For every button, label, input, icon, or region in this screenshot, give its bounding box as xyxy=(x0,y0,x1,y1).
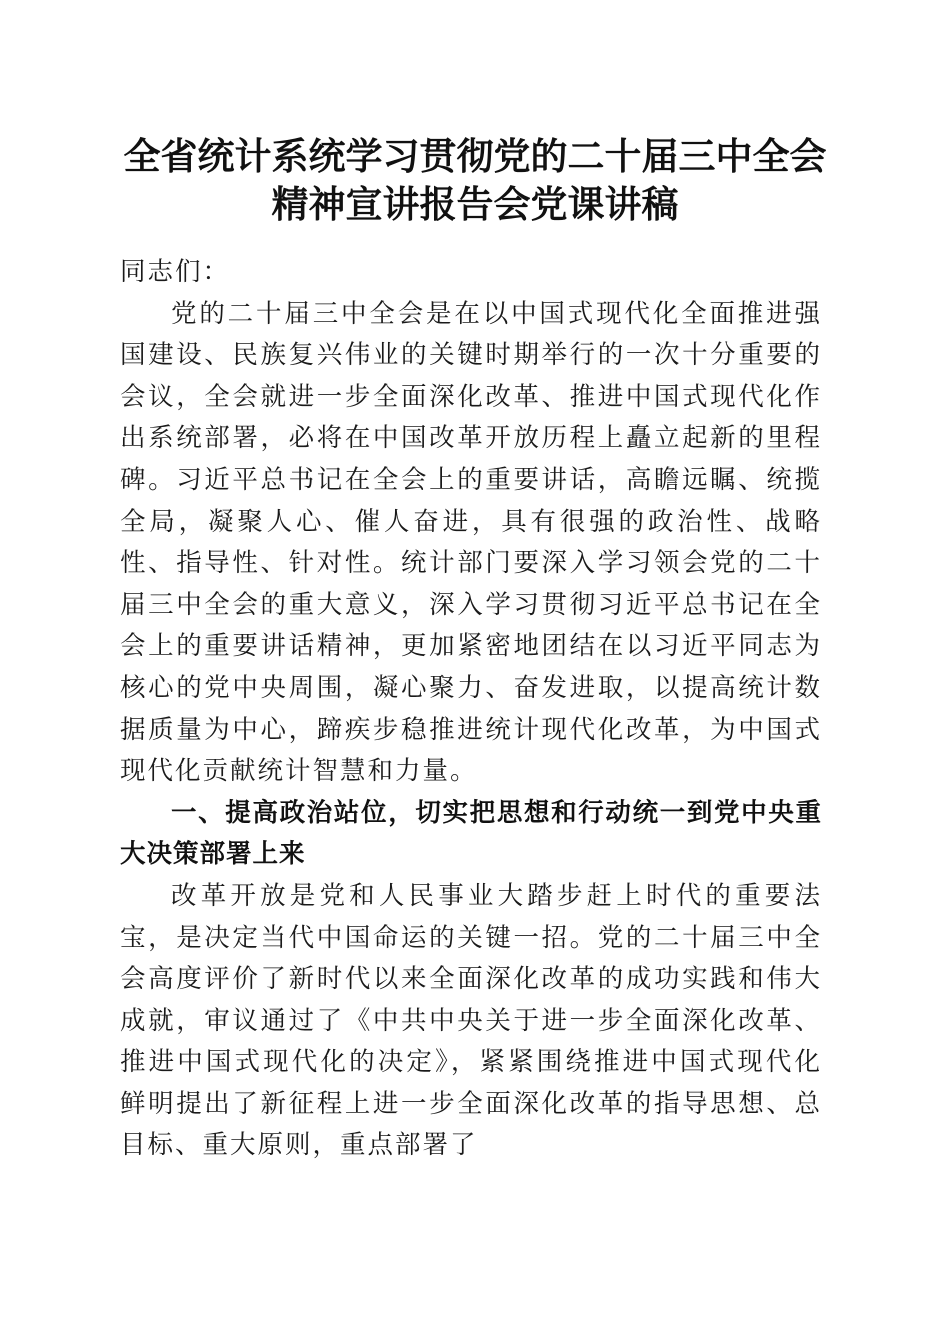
salutation: 同志们： xyxy=(120,257,231,287)
section-heading-1: 一、提高政治站位，切实把思想和行动统一到党中央重大决策部署上来 xyxy=(120,797,822,870)
document-title: 全省统计系统学习贯彻党的二十届三中全会精神宣讲报告会党课讲稿 xyxy=(123,134,827,226)
paragraph-intro: 党的二十届三中全会是在以中国式现代化全面推进强国建设、民族复兴伟业的关键时期举行的一次十分重要的会议，全会就进一步全面深化改革、推进中国式现代化作出系统部署，必将在中国改革开放历程上矗立起新的里程碑。习近平总书记在全会上的重要讲话，高瞻远瞩、统揽全局，凝聚人心、催人奋进，具有很强的政治性、战略性、指导性、针对性。统计部门要深入学习领会党的二十届三中全会的重大意义，深入学习贯彻习近平总书记在全会上的重要讲话精神，更加紧密地团结在以习近平同志为核心的党中央周围，凝心聚力、奋发进取，以提高统计数据质量为中心，蹄疾步稳推进统计现代化改革，为中国式现代化贡献统计智慧和力量。 xyxy=(120,298,822,787)
document-body xyxy=(120,252,822,1167)
paragraph-section-1: 改革开放是党和人民事业大踏步赶上时代的重要法宝，是决定当代中国命运的关键一招。党的二十届三中全会高度评价了新时代以来全面深化改革的成功实践和伟大成就，审议通过了《中共中央关于进一步全面深化改革、推进中国式现代化的决定》，紧紧围绕推进中国式现代化鲜明提出了新征程上进一步全面深化改革的指导思想、总目标、重大原则，重点部署了 xyxy=(120,880,822,1161)
